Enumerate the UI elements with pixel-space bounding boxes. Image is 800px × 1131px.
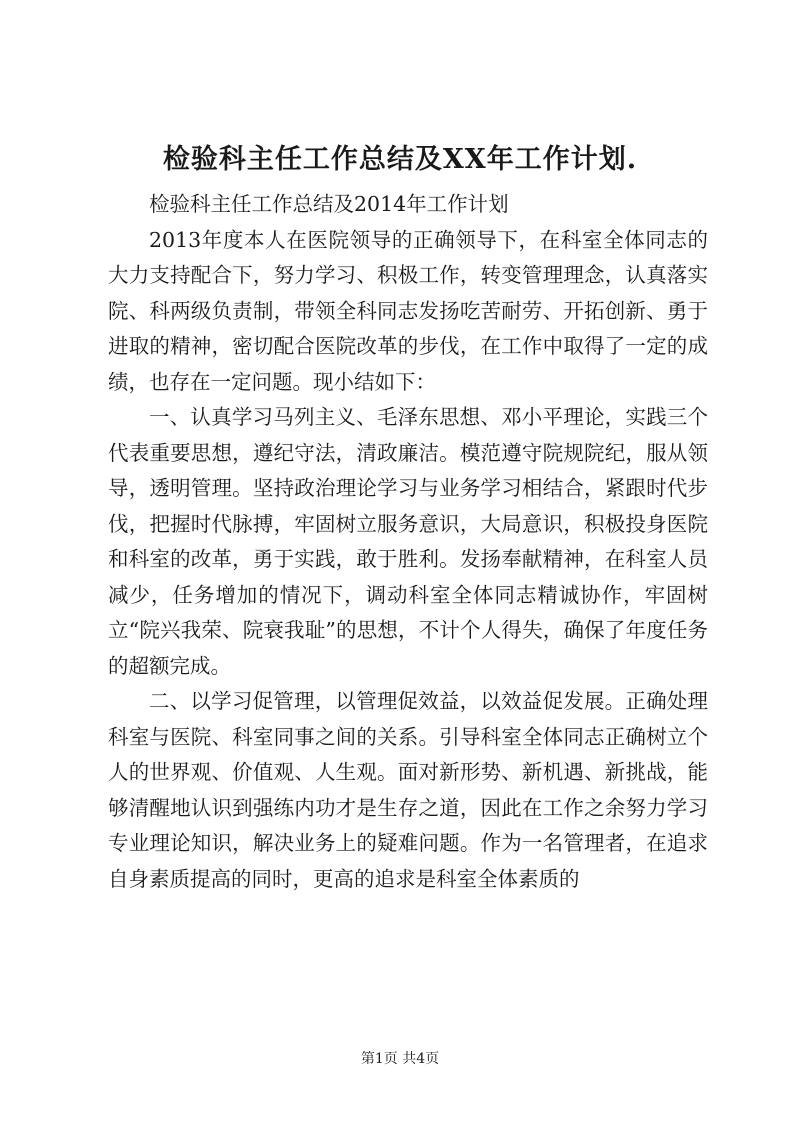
- page-footer: 第1页 共4页: [360, 1051, 440, 1067]
- body-paragraph-2: 一、认真学习马列主义、毛泽东思想、邓小平理论，实践三个代表重要思想，遵纪守法，清政廉洁。模范遵守院规院纪，服从领导，透明管理。坚持政治理论学习与业务学习相结合，紧跟时代步伐，把握时代脉搏，牢固树立服务意识，大局意识，积极投身医院和科室的改革，勇于实践，敢于胜利。发扬奉献精神，在科室人员减少，任务增加的情况下，调动科室全体同志精诚协作，牢固树立“院兴我荣、院衰我耻”的思想，不计个人得失，确保了年度任务的超额完成。: [108, 405, 708, 678]
- document-body: [108, 187, 708, 897]
- subtitle-paragraph: 检验科主任工作总结及2014年工作计划: [149, 192, 509, 216]
- body-paragraph-1: 2013年度本人在医院领导的正确领导下，在科室全体同志的大力支持配合下，努力学习、积极工作，转变管理理念，认真落实院、科两级负责制，带领全科同志发扬吃苦耐劳、开拓创新、勇于进取的精神，密切配合医院改革的步伐，在工作中取得了一定的成绩，也存在一定问题。现小结如下：: [108, 227, 708, 394]
- document-title: 检验科主任工作总结及XX年工作计划.: [162, 144, 638, 175]
- body-paragraph-3: 二、以学习促管理，以管理促效益，以效益促发展。正确处理科室与医院、科室同事之间的关系。引导科室全体同志正确树立个人的世界观、价值观、人生观。面对新形势、新机遇、新挑战，能够清醒地认识到强练内功才是生存之道，因此在工作之余努力学习专业理论知识，解决业务上的疑难问题。作为一名管理者，在追求自身素质提高的同时，更高的追求是科室全体素质的: [108, 689, 708, 891]
